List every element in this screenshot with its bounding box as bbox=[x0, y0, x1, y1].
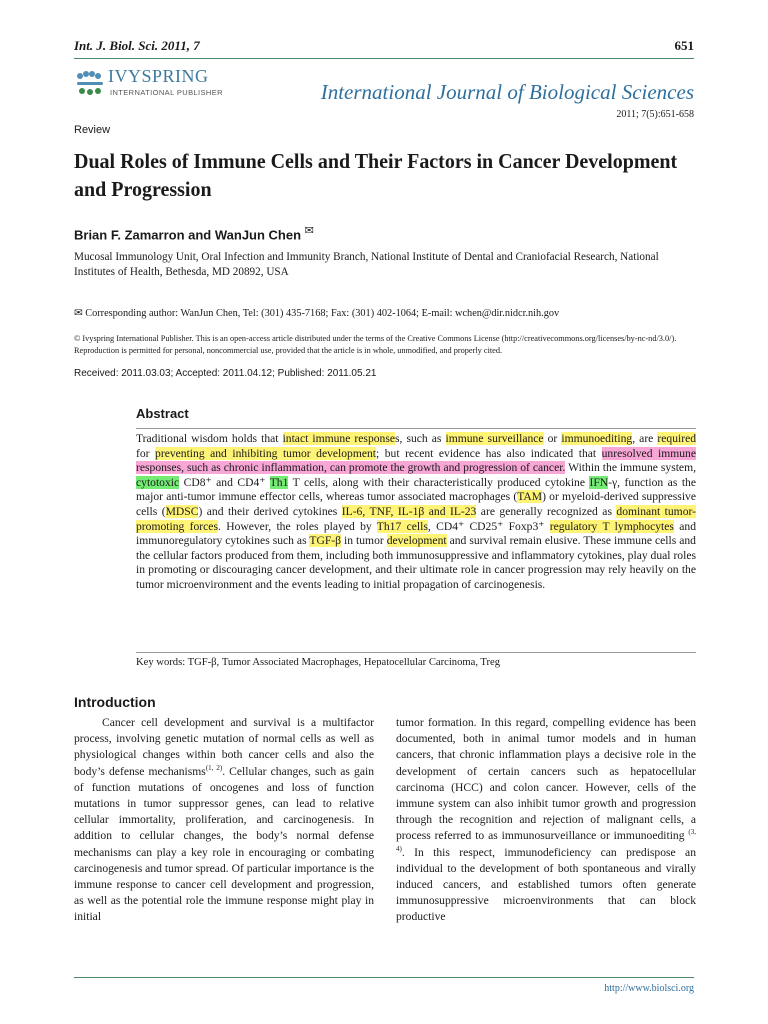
publisher-brand: IVYSPRING bbox=[108, 66, 209, 86]
abstract-text-run: or bbox=[543, 432, 562, 445]
publication-dates: Received: 2011.03.03; Accepted: 2011.04.12; Published: 2011.05.21 bbox=[74, 368, 377, 379]
abstract-text-run: and immunoregulatory cytokines such as bbox=[136, 519, 697, 548]
corresponding-author[interactable]: ✉ Corresponding author: WanJun Chen, Tel: (301) 435-7168; Fax: (301) 402-1064; E-mail: wchen@dir.nidcr.nih.gov bbox=[74, 308, 560, 319]
body-text: . In this respect, immunodeficiency can predispose an individual to the development of both spontaneous and virally induced cancers, and established tumors often generate immunosuppressive microenvironments that can block productive bbox=[396, 845, 696, 924]
abstract-text-run: for bbox=[136, 446, 156, 460]
keywords: Key words: TGF-β, Tumor Associated Macrophages, Hepatocellular Carcinoma, Treg bbox=[136, 657, 501, 668]
abstract-text-run: , are bbox=[632, 432, 658, 445]
citation-ref[interactable]: (1, 2) bbox=[205, 763, 223, 772]
authors: Brian F. Zamarron and WanJun Chen bbox=[74, 227, 302, 243]
citation-info: 2011; 7(5):651-658 bbox=[616, 109, 694, 120]
author-list bbox=[74, 224, 314, 242]
abstract-text-run: s, such as bbox=[395, 432, 446, 445]
abstract-highlight: Th1 bbox=[269, 475, 289, 489]
footer-rule bbox=[74, 977, 694, 978]
abstract-highlight: intact immune response bbox=[282, 432, 395, 445]
body-text: Cancer cell development and survival is a multifactor process, involving genetic mutation of normal cells as well as physiological changes within both cancer cells and also the body’s defense mechanisms bbox=[74, 716, 374, 778]
abstract-highlight: TAM bbox=[517, 490, 543, 504]
abstract-text-run: -γ, function as the major anti-tumor immune effector cells, whereas tumor associated macrophages ( bbox=[136, 475, 696, 504]
abstract-highlight: IFN bbox=[589, 475, 609, 489]
abstract-heading: Abstract bbox=[136, 406, 189, 421]
citation-ref[interactable]: (3, 4) bbox=[396, 828, 696, 853]
article-title: Dual Roles of Immune Cells and Their Factors in Cancer Development and Progression bbox=[74, 149, 678, 201]
abstract-highlight: required bbox=[657, 432, 697, 445]
ivyspring-logo-icon bbox=[74, 68, 106, 98]
abstract-text-run: T cells, along with their characteristically produced cytokine bbox=[288, 475, 590, 489]
abstract-text-run: are generally recognized as bbox=[476, 504, 617, 518]
intro-column-left bbox=[74, 715, 374, 975]
abstract-text-run: ) and their derived cytokines bbox=[198, 504, 342, 518]
abstract-highlight: unresolved immune responses, such as chronic inflammation, can promote the growth and progression of cancer. bbox=[136, 446, 696, 475]
abstract-text-run: Traditional wisdom holds that bbox=[136, 432, 283, 445]
journal-short-citation: Int. J. Biol. Sci. 2011, 7 bbox=[74, 38, 200, 53]
abstract-highlight: TGF-β bbox=[309, 534, 342, 548]
abstract-highlight: MDSC bbox=[165, 504, 199, 518]
abstract-highlight: immunoediting bbox=[561, 432, 633, 445]
abstract-highlight: preventing and inhibiting tumor development bbox=[155, 446, 377, 460]
abstract-text-run: and survival remain elusive. These immune cells and the cellular factors produced from them, including both immunosuppressive and inflammatory cytokines, play dual roles in promoting or discouraging cancer development, and their ultimate role in cancer progression may rely heavily on the tumor microenvironment and the events leading to initial propagation of carcinogenesis. bbox=[136, 534, 696, 591]
publisher-logo bbox=[74, 66, 254, 102]
abstract-highlight: regulatory T lymphocytes bbox=[549, 519, 674, 533]
abstract-text-run: . However, the roles played by bbox=[217, 519, 377, 533]
publisher-subtitle: INTERNATIONAL PUBLISHER bbox=[110, 88, 223, 97]
abstract-text-run: , CD4⁺ CD25⁺ Foxp3⁺ bbox=[427, 519, 550, 533]
abstract-bottom-rule bbox=[136, 652, 696, 653]
introduction-heading: Introduction bbox=[74, 694, 156, 710]
intro-column-right bbox=[396, 715, 696, 975]
header-rule bbox=[74, 58, 694, 59]
page-number: 651 bbox=[674, 38, 694, 53]
abstract-text-run: in tumor bbox=[341, 534, 387, 548]
abstract-text-run: CD8⁺ and CD4⁺ bbox=[179, 475, 270, 489]
abstract-text-run: ) or myeloid-derived suppressive cells ( bbox=[136, 490, 696, 518]
abstract-highlight: cytotoxic bbox=[136, 475, 180, 489]
abstract-highlight: Th17 cells bbox=[376, 519, 428, 533]
license-notice: © Ivyspring International Publisher. This is an open-access article distributed under the terms of the Creative Commons License (http://creativecommons.org/licenses/by-nc-nd/3.0/). Reproduction is permitted for personal, noncommercial use, provided that the article is in whole, unmodified, and properly cited. bbox=[74, 334, 677, 355]
affiliation: Mucosal Immunology Unit, Oral Infection and Immunity Branch, National Institute of Dental and Craniofacial Research, National Institutes of Health, Bethesda, MD 20892, USA bbox=[74, 251, 659, 278]
body-text: . Cellular changes, such as gain of function mutations of oncogenes and loss of function mutations in tumor suppressor genes, can lead to relative cellular immortality, proliferation, and carcinogenesis. In addition to cellular changes, the body’s normal defense mechanisms can play a key role in encouraging or combating carcinogenesis and tumor spread. Of particular importance is the immune response to cancer cell development and progression, as well as the potential role the immune response might play in initial bbox=[74, 764, 374, 924]
running-head bbox=[74, 38, 694, 56]
article-type: Review bbox=[74, 124, 111, 136]
abstract-highlight: dominant tumor-promoting forces bbox=[136, 504, 696, 533]
abstract-text-run: ; but recent evidence has also indicated that bbox=[376, 446, 602, 460]
abstract-highlight: IL-6, TNF, IL-1β and IL-23 bbox=[341, 504, 477, 518]
journal-name: International Journal of Biological Sciences bbox=[320, 80, 694, 104]
abstract-highlight: development bbox=[386, 534, 447, 548]
abstract-text-run: Within the immune system, bbox=[565, 461, 696, 475]
abstract-top-rule bbox=[136, 428, 696, 429]
abstract-highlight: immune surveillance bbox=[445, 432, 544, 445]
footer-link[interactable]: http://www.biolsci.org bbox=[604, 983, 694, 994]
abstract-body bbox=[136, 432, 696, 593]
abstract-section bbox=[136, 402, 696, 682]
envelope-icon: ✉ bbox=[304, 225, 314, 237]
body-text: tumor formation. In this regard, compelling evidence has been documented, both in animal tumor models and in human cancers, that chronic inflammation plays a decisive role in the development of certain cancers such as hepatocellular carcinoma (HCC) and colon cancer. However, cells of the immune system can also inhibit tumor growth and progression through the recognition and rejection of malignant cells, a process referred to as immunosurveillance or immunoediting bbox=[396, 716, 696, 843]
